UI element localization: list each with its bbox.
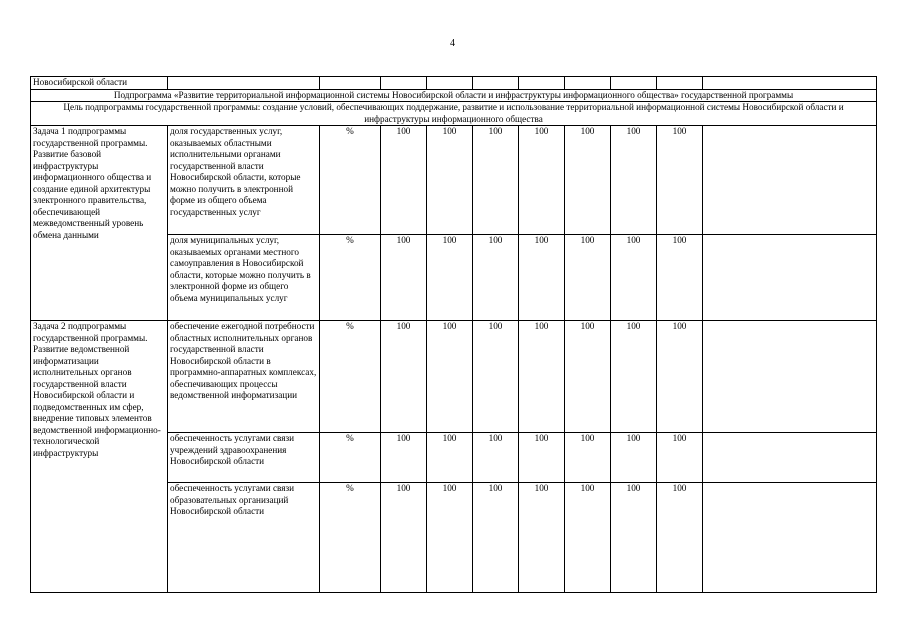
value-cell: 100	[657, 321, 703, 433]
empty-cell	[703, 483, 877, 593]
table-row	[31, 102, 877, 126]
empty-cell	[703, 321, 877, 433]
value-cell: 100	[565, 321, 611, 433]
unit-cell: %	[320, 126, 381, 235]
unit-cell: %	[320, 321, 381, 433]
table-row	[31, 77, 877, 90]
value-cell: 100	[519, 126, 565, 235]
value-cell: 100	[473, 321, 519, 433]
value-cell: 100	[519, 321, 565, 433]
value-cell: 100	[565, 126, 611, 235]
value-cell: 100	[473, 235, 519, 321]
page-number: 4	[450, 38, 455, 49]
empty-cell	[703, 433, 877, 483]
value-cell: 100	[473, 483, 519, 593]
task-cell: Задача 2 подпрограммы государственной программы. Развитие ведомственной информатизации исполнительных органов государственной власти Новосибирской области и подведомственных им сфер, внедрение типовых элементов ведомственной информационно-технологической инфраструктуры	[31, 321, 168, 593]
value-cell: 100	[611, 321, 657, 433]
empty-cell	[703, 126, 877, 235]
indicator-name: обеспеченность услугами связи учреждений здравоохранения Новосибирской области	[168, 433, 320, 483]
value-cell: 100	[381, 483, 427, 593]
value-cell: 100	[519, 235, 565, 321]
value-cell: 100	[473, 126, 519, 235]
value-cell: 100	[427, 483, 473, 593]
value-cell: 100	[657, 483, 703, 593]
table-row	[31, 89, 877, 102]
value-cell: 100	[611, 483, 657, 593]
value-cell: 100	[381, 235, 427, 321]
indicator-name: обеспеченность услугами связи образовательных организаций Новосибирской области	[168, 483, 320, 593]
value-cell: 100	[565, 235, 611, 321]
value-cell: 100	[519, 483, 565, 593]
table-row	[31, 126, 877, 235]
unit-cell: %	[320, 235, 381, 321]
value-cell: 100	[519, 433, 565, 483]
value-cell: 100	[427, 321, 473, 433]
table-row	[31, 321, 877, 433]
value-cell: 100	[657, 433, 703, 483]
value-cell: 100	[611, 433, 657, 483]
value-cell: 100	[381, 126, 427, 235]
subprogram-goal: Цель подпрограммы государственной программы: создание условий, обеспечивающих поддержание, развитие и использование территориальной информационной системы Новосибирской области и инфраструктуры информационного общества	[31, 102, 877, 126]
task-cell: Задача 1 подпрограммы государственной программы. Развитие базовой инфраструктуры информационного общества и создание единой архитектуры электронного правительства, обеспечивающей межведомственный уровень обмена данными	[31, 126, 168, 321]
empty-cell	[703, 235, 877, 321]
value-cell: 100	[427, 433, 473, 483]
value-cell: 100	[381, 433, 427, 483]
value-cell: 100	[565, 433, 611, 483]
indicator-name: обеспечение ежегодной потребности областных исполнительных органов государственной власти Новосибирской области в программно-аппаратных комплексах, обеспечивающих процессы ведомственной информатизации	[168, 321, 320, 433]
indicator-name: доля государственных услуг, оказываемых областными исполнительными органами государственной власти Новосибирской области, которые можно получить в электронной форме из общего объема государственных услуг	[168, 126, 320, 235]
value-cell: 100	[473, 433, 519, 483]
header-cell: Новосибирской области	[31, 77, 168, 90]
indicator-name: доля муниципальных услуг, оказываемых органами местного самоуправления в Новосибирской области, которые можно получить в электронной форме из общего объема муниципальных услуг	[168, 235, 320, 321]
indicators-table	[30, 76, 877, 593]
value-cell: 100	[381, 321, 427, 433]
value-cell: 100	[657, 126, 703, 235]
unit-cell: %	[320, 433, 381, 483]
value-cell: 100	[657, 235, 703, 321]
subprogram-title: Подпрограмма «Развитие территориальной информационной системы Новосибирской области и инфраструктуры информационного общества» государственной программы	[31, 89, 877, 102]
value-cell: 100	[611, 235, 657, 321]
unit-cell: %	[320, 483, 381, 593]
value-cell: 100	[565, 483, 611, 593]
value-cell: 100	[611, 126, 657, 235]
value-cell: 100	[427, 126, 473, 235]
value-cell: 100	[427, 235, 473, 321]
